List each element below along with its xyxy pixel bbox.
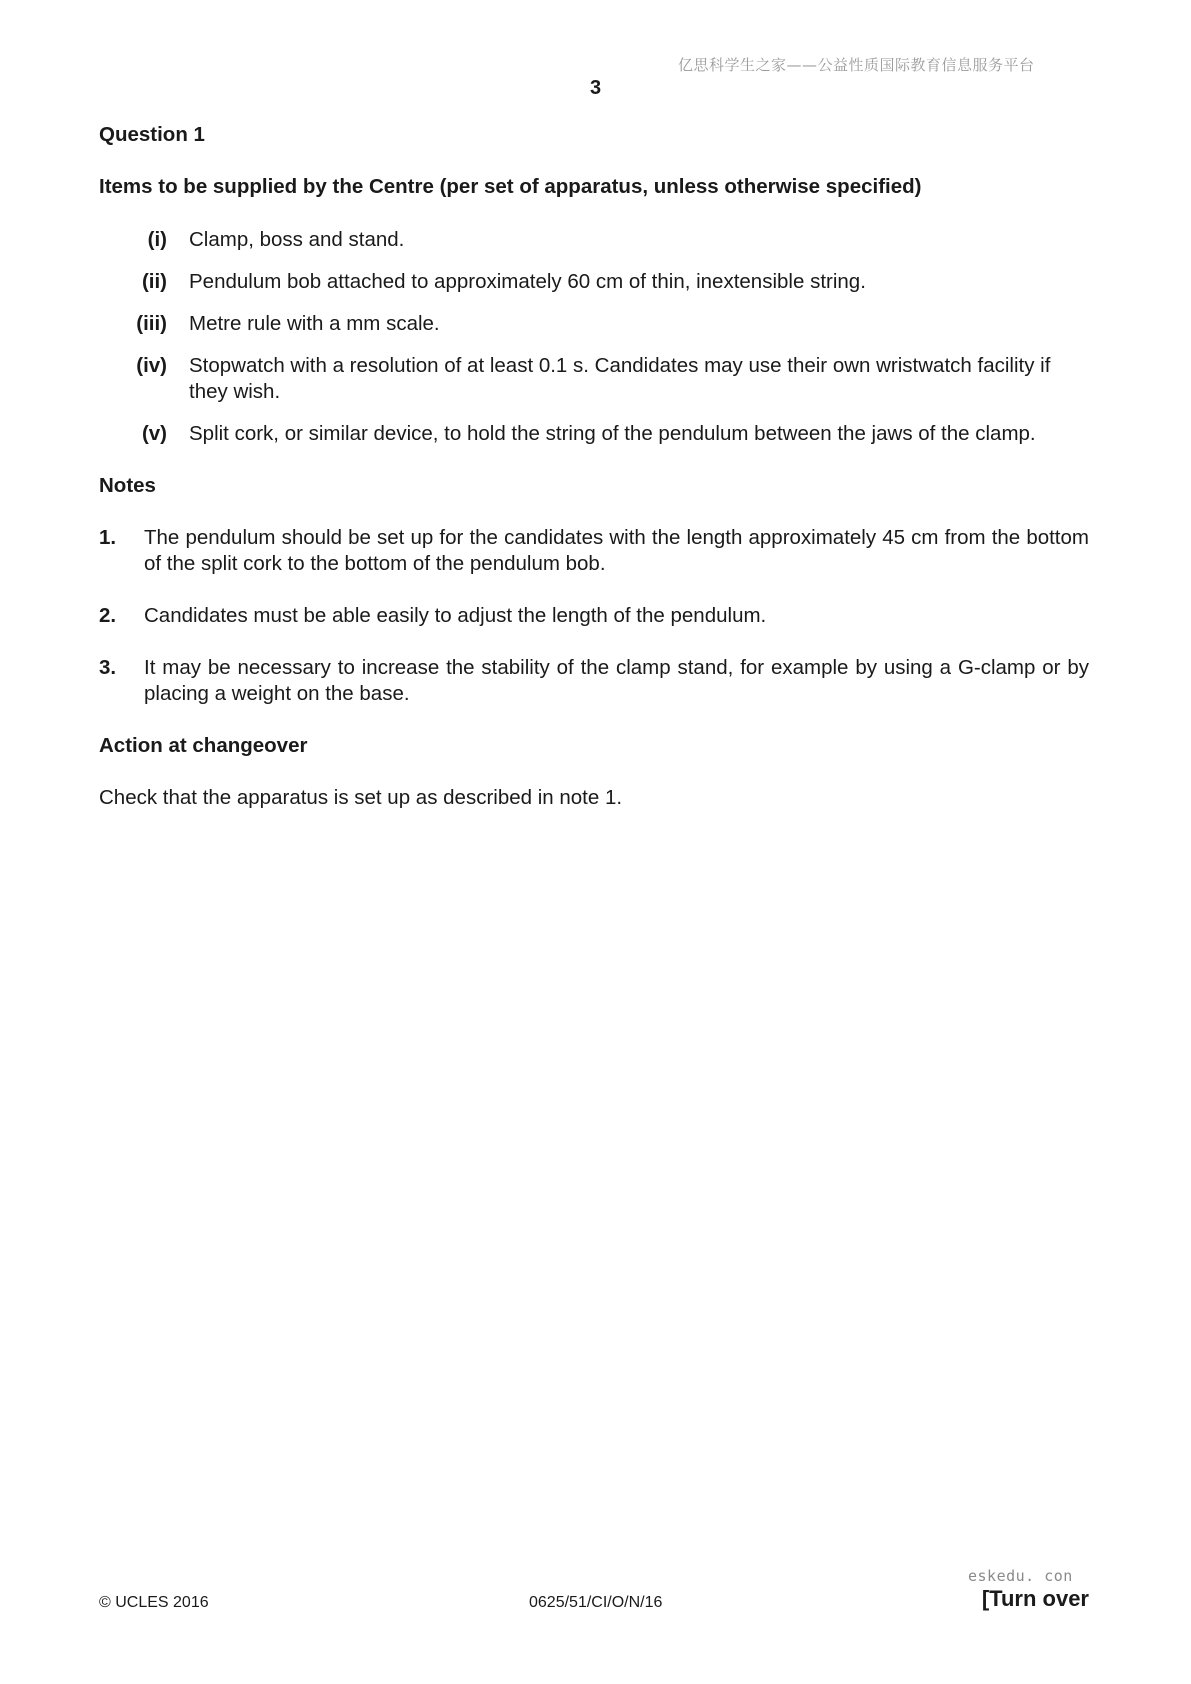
item-number: (iv) [136,354,167,377]
item-text: Split cork, or similar device, to hold the string of the pendulum between the jaws of the clamp. [189,422,1036,445]
notes-heading: Notes [99,474,156,497]
item-number: (ii) [141,270,167,293]
note-number: 2. [99,604,117,627]
note-number: 1. [99,526,117,549]
items-heading: Items to be supplied by the Centre (per set of apparatus, unless otherwise specified) [99,175,922,198]
footer-copyright: © UCLES 2016 [99,1594,209,1611]
item-number: (iii) [136,312,167,335]
item-text: Pendulum bob attached to approximately 60 cm of thin, inextensible string. [189,270,866,293]
footer-code: 0625/51/CI/O/N/16 [529,1594,663,1611]
note-text: The pendulum should be set up for the candidates with the length approximately 45 cm from the bottom of the split cork to the bottom of the pendulum bob. [144,526,1089,575]
turn-over-label: [Turn over [981,1586,1089,1611]
note-text: It may be necessary to increase the stability of the clamp stand, for example by using a G-clamp or by placing a weight on the base. [144,656,1089,705]
page-number: 3 [589,77,602,99]
action-text: Check that the apparatus is set up as described in note 1. [99,786,623,809]
item-text: Clamp, boss and stand. [189,228,405,251]
footer-watermark: eskedu. con [968,1567,1073,1585]
note-number: 3. [99,656,117,679]
action-heading: Action at changeover [99,734,308,757]
question-title: Question 1 [99,123,205,146]
item-text: Stopwatch with a resolution of at least 0.1 s. Candidates may use their own wristwatch facility if they wish. [189,354,1051,403]
item-text: Metre rule with a mm scale. [189,312,440,335]
item-number: (v) [141,422,167,445]
item-number: (i) [147,228,167,251]
header-watermark: 亿思科学生之家——公益性质国际教育信息服务平台 [678,56,1035,74]
note-text: Candidates must be able easily to adjust the length of the pendulum. [144,604,767,627]
